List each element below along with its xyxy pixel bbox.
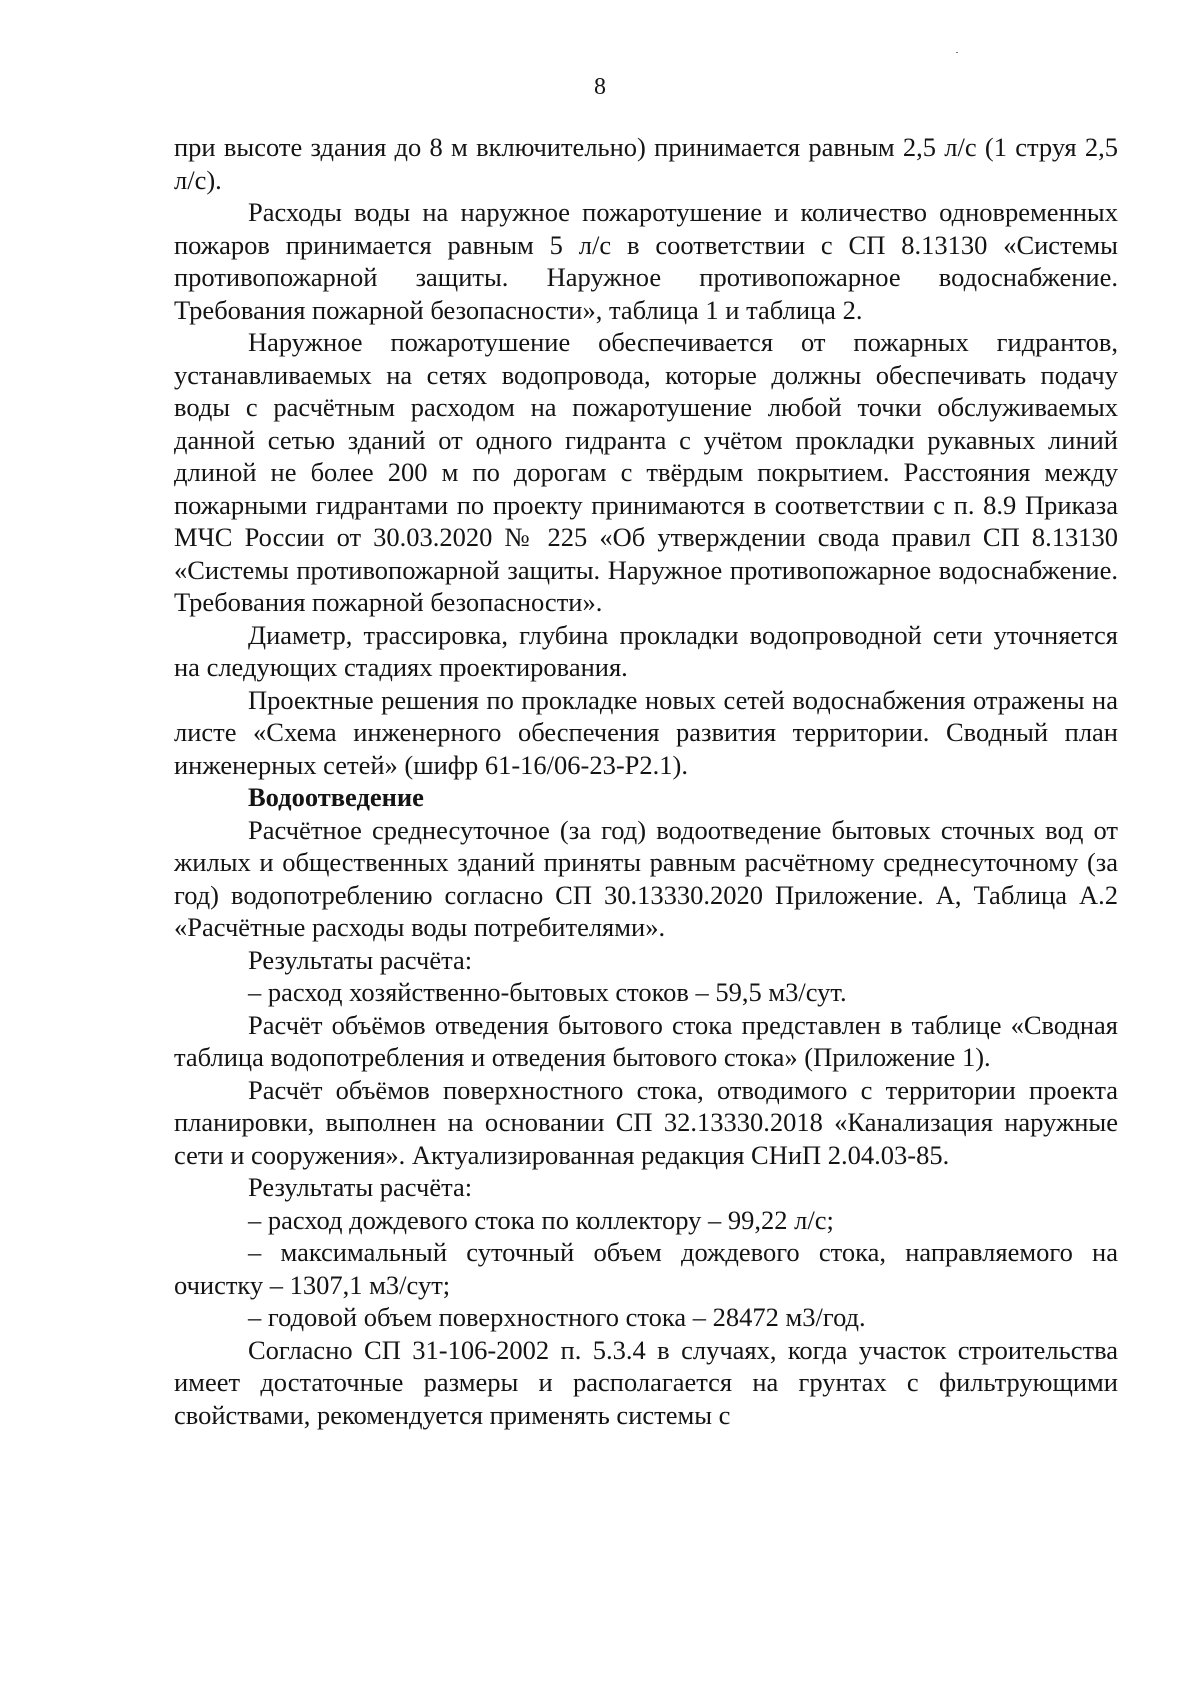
paragraph-sp-31-106: Согласно СП 31-106-2002 п. 5.3.4 в случаях, когда участок строительства имеет достаточные размеры и располагается на грунтах с фильтрующими свойствами, рекомендуется применять системы с — [174, 1334, 1118, 1430]
paragraph-drainage-table-ref: Расчёт объёмов отведения бытового стока представлен в таблице «Сводная таблица водопотребления и отведения бытового стока» (Приложение 1). — [174, 1009, 1118, 1072]
paragraph-surface-runoff: Расчёт объёмов поверхностного стока, отводимого с территории проекта планировки, выполнен на основании СП 32.13330.2018 «Канализация наружные сети и сооружения». Актуализированная редакция СНиП 2.04.03-85. — [174, 1074, 1118, 1170]
list-item-rain-flow: – расход дождевого стока по коллектору – 99,22 л/с; — [248, 1204, 834, 1235]
paragraph-pipe-diameter: Диаметр, трассировка, глубина прокладки водопроводной сети уточняется на следующих стадиях проектирования. — [174, 619, 1118, 682]
paragraph-results-label-2: Результаты расчёта: — [248, 1172, 473, 1202]
list-item-domestic-flow: – расход хозяйственно-бытовых стоков – 59,5 м3/сут. — [248, 977, 847, 1007]
paragraph-fire-hydrants: Наружное пожаротушение обеспечивается от пожарных гидрантов, устанавливаемых на сетях водопровода, которые должны обеспечивать подачу воды с расчётным расходом на пожаротушение любой точки обслуживаемых данной сетью зданий от одного гидранта с учётом прокладки рукавных линий длиной не более 200 м по дорогам с твёрдым покрытием. Расстояния между пожарными гидрантами по проекту принимаются в соответствии с п. 8.9 Приказа МЧС России от 30.03.2020 № 225 «Об утверждении свода правил СП 8.13130 «Системы противопожарной защиты. Наружное противопожарное водоснабжение. Требования пожарной безопасности». — [174, 327, 1118, 617]
paragraph-domestic-drainage: Расчётное среднесуточное (за год) водоотведение бытовых сточных вод от жилых и общественных зданий приняты равным расчётному среднесуточному (за год) водопотреблению согласно СП 30.13330.2020 Приложение. А, Таблица А.2 «Расчётные расходы воды потребителями». — [174, 814, 1118, 942]
list-item-max-daily-rain: – максимальный суточный объем дождевого стока, направляемого на очистку – 1307,1 м3/сут; — [174, 1237, 1118, 1300]
paragraph-fire-water-flow: Расходы воды на наружное пожаротушение и количество одновременных пожаров принимается равным 5 л/с в соответствии с СП 8.13130 «Системы противопожарной защиты. Наружное противопожарное водоснабжение. Требования пожарной безопасности», таблица 1 и таблица 2. — [174, 197, 1118, 325]
scan-speck — [956, 52, 958, 53]
list-item-annual-runoff: – годовой объем поверхностного стока – 28472 м3/год. — [248, 1302, 866, 1332]
paragraph-continuation: при высоте здания до 8 м включительно) принимается равным 2,5 л/с (1 струя 2,5 л/с). — [174, 132, 1118, 195]
section-heading-drainage: Водоотведение — [248, 782, 424, 812]
page-number: 8 — [594, 74, 606, 100]
paragraph-results-label: Результаты расчёта: — [248, 944, 473, 975]
document-body — [174, 131, 1118, 1431]
paragraph-design-solutions: Проектные решения по прокладке новых сетей водоснабжения отражены на листе «Схема инженерного обеспечения развития территории. Сводный план инженерных сетей» (шифр 61-16/06-23-Р2.1). — [174, 684, 1118, 780]
